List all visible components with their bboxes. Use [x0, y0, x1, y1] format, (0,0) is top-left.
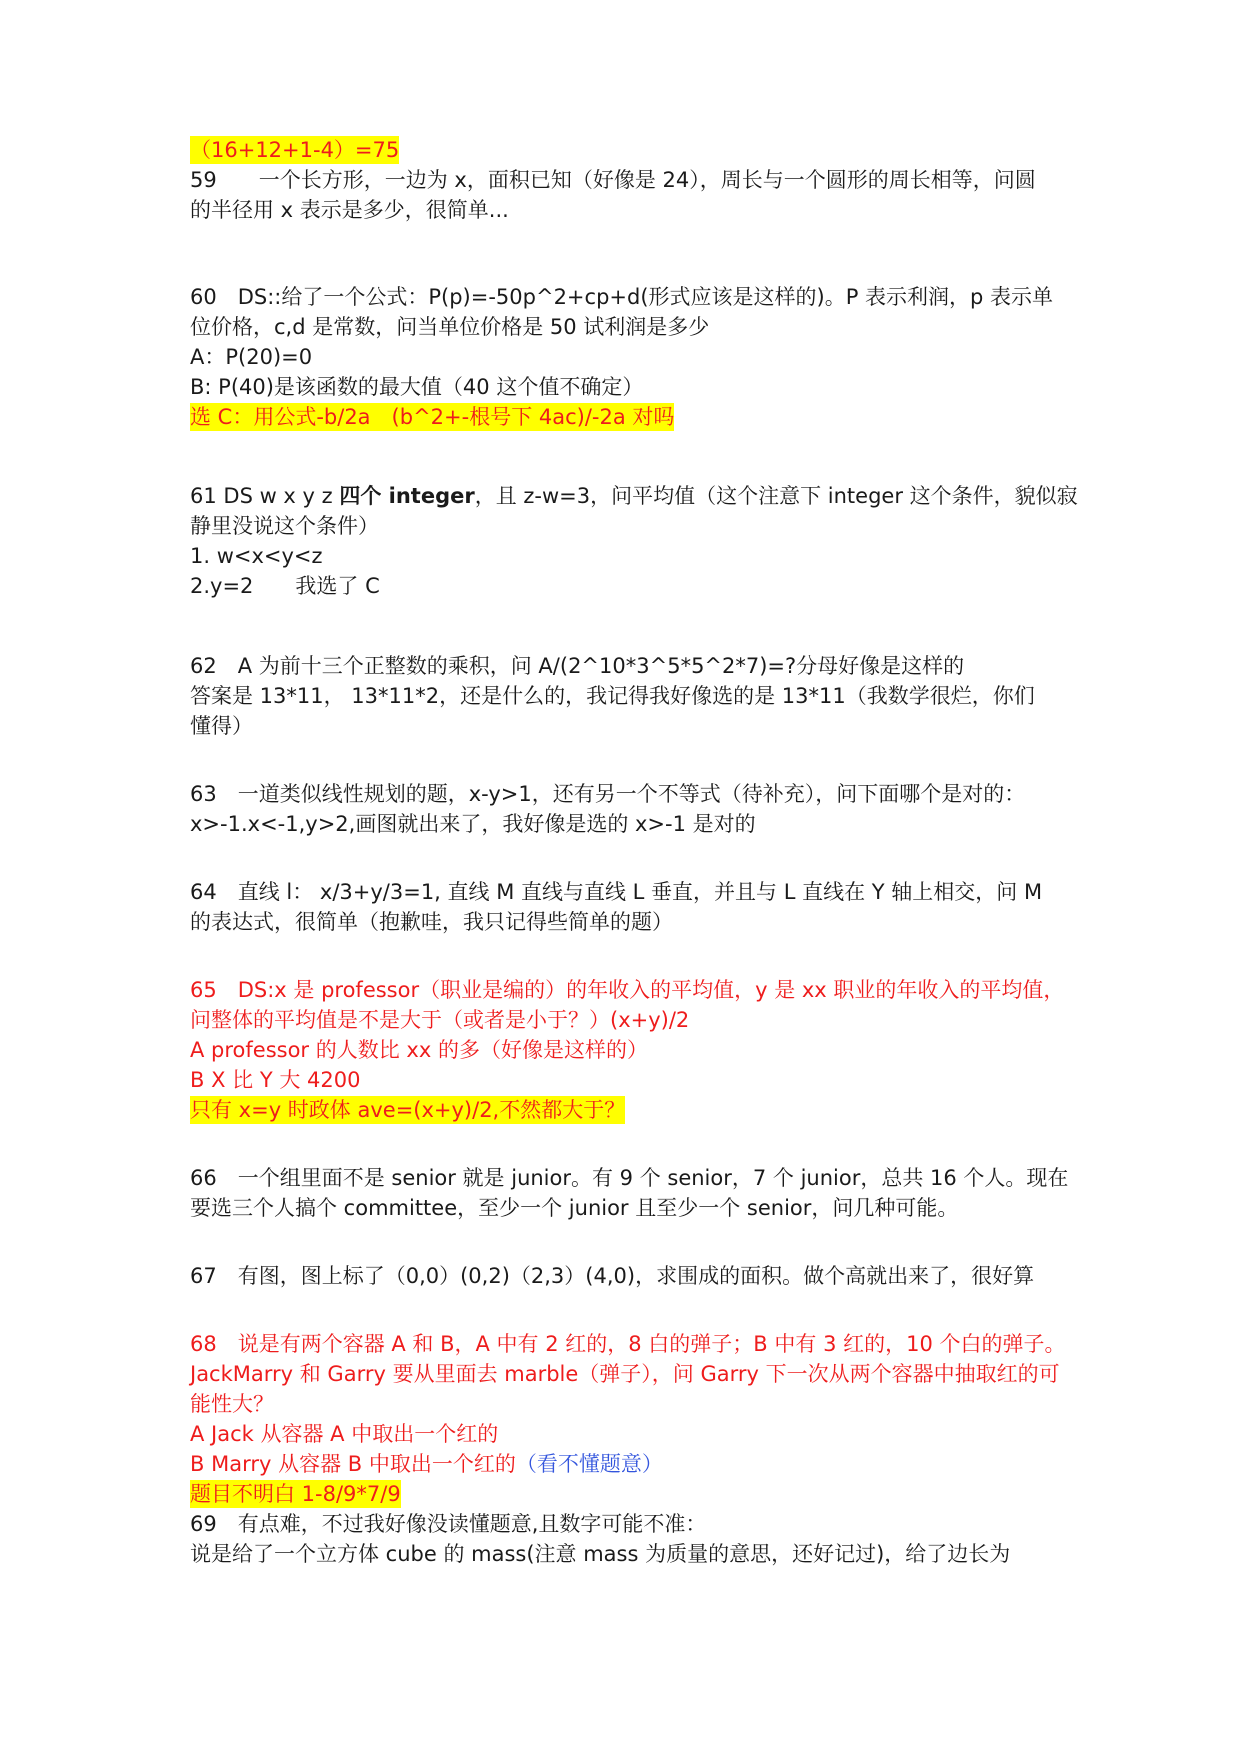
q69-line-1: 69 有点难，不过我好像没读懂题意,且数字可能不准： [190, 1512, 707, 1536]
q66-line-2: 要选三个人搞个 committee，至少一个 junior 且至少一个 senior，问几种可能。 [190, 1196, 959, 1220]
q65-statement-b: B X 比 Y 大 4200 [190, 1068, 361, 1092]
q62-line-3: 懂得） [190, 714, 253, 738]
q63-line-2: x>-1.x<-1,y>2,画图就出来了，我好像是选的 x>-1 是对的 [190, 812, 756, 836]
q68-line-3: 能性大？ [190, 1392, 274, 1416]
q65-answer: 只有 x=y 时政体 ave=(x+y)/2,不然都大于？ [190, 1098, 626, 1122]
q68-statement-b-text: B Marry 从容器 B 中取出一个红的 [190, 1452, 516, 1476]
q68-note: （看不懂题意） [515, 1452, 663, 1476]
q68-statement-a: A Jack 从容器 A 中取出一个红的 [190, 1422, 499, 1446]
q61-bold-term: 四个 integer [339, 484, 475, 508]
q59-line-1: 59 一个长方形，一边为 x，面积已知（好像是 24），周长与一个圆形的周长相等，问圆 [190, 168, 1036, 192]
q60-line-1: 60 DS::给了一个公式：P(p)=-50p^2+cp+d(形式应该是这样的)。P 表示利润，p 表示单 [190, 285, 1054, 309]
q60-line-2: 位价格，c,d 是常数，问当单位价格是 50 试利润是多少 [190, 315, 710, 339]
answer-line-58: （16+12+1-4）=75 [190, 138, 400, 162]
q61-prefix: 61 DS w x y z [190, 484, 340, 508]
q60-answer: 选 C：用公式-b/2a (b^2+-根号下 4ac)/-2a 对吗 [190, 405, 675, 429]
q59-line-2: 的半径用 x 表示是多少，很简单... [190, 198, 509, 222]
q61-statement-1: 1. w<x<y<z [190, 544, 323, 568]
q60-option-b: B: P(40)是该函数的最大值（40 这个值不确定） [190, 375, 644, 399]
q66-line-1: 66 一个组里面不是 senior 就是 junior。有 9 个 senior，7 个 junior，总共 16 个人。现在 [190, 1166, 1069, 1190]
q68-line-1: 68 说是有两个容器 A 和 B，A 中有 2 红的，8 白的弹子；B 中有 3 红的，10 个白的弹子。 [190, 1332, 1066, 1356]
q61-statement-2: 2.y=2 我选了 C [190, 574, 380, 598]
q68-line-2: JackMarry 和 Garry 要从里面去 marble（弹子），问 Garry 下一次从两个容器中抽取红的可 [190, 1362, 1060, 1386]
q63-line-1: 63 一道类似线性规划的题，x-y>1，还有另一个不等式（待补充），问下面哪个是对的： [190, 782, 1026, 806]
q64-line-2: 的表达式，很简单（抱歉哇，我只记得些简单的题） [190, 910, 673, 934]
q69-line-2: 说是给了一个立方体 cube 的 mass(注意 mass 为质量的意思，还好记过)，给了边长为 [190, 1542, 1011, 1566]
q64-line-1: 64 直线 l： x/3+y/3=1, 直线 M 直线与直线 L 垂直，并且与 L 直线在 Y 轴上相交，问 M [190, 880, 1043, 904]
q61-line-2: 静里没说这个条件） [190, 514, 379, 538]
q65-line-2: 问整体的平均值是不是大于（或者是小于？）(x+y)/2 [190, 1008, 690, 1032]
q67-line-1: 67 有图，图上标了（0,0）(0,2)（2,3）(4,0)，求围成的面积。做个高就出来了，很好算 [190, 1264, 1035, 1288]
q60-option-a: A：P(20)=0 [190, 345, 313, 369]
q61-line-1 [190, 482, 1078, 510]
q68-answer: 题目不明白 1-8/9*7/9 [190, 1482, 401, 1506]
q61-suffix: ，且 z-w=3，问平均值（这个注意下 integer 这个条件，貌似寂 [474, 484, 1078, 508]
q62-line-1: 62 A 为前十三个正整数的乘积，问 A/(2^10*3^5*5^2*7)=?分母好像是这样的 [190, 654, 965, 678]
q65-statement-a: A professor 的人数比 xx 的多（好像是这样的） [190, 1038, 648, 1062]
q68-statement-b [190, 1450, 663, 1478]
q65-line-1: 65 DS:x 是 professor（职业是编的）的年收入的平均值，y 是 xx 职业的年收入的平均值， [190, 978, 1065, 1002]
q62-line-2: 答案是 13*11， 13*11*2，还是什么的，我记得我好像选的是 13*11（我数学很烂，你们 [190, 684, 1035, 708]
